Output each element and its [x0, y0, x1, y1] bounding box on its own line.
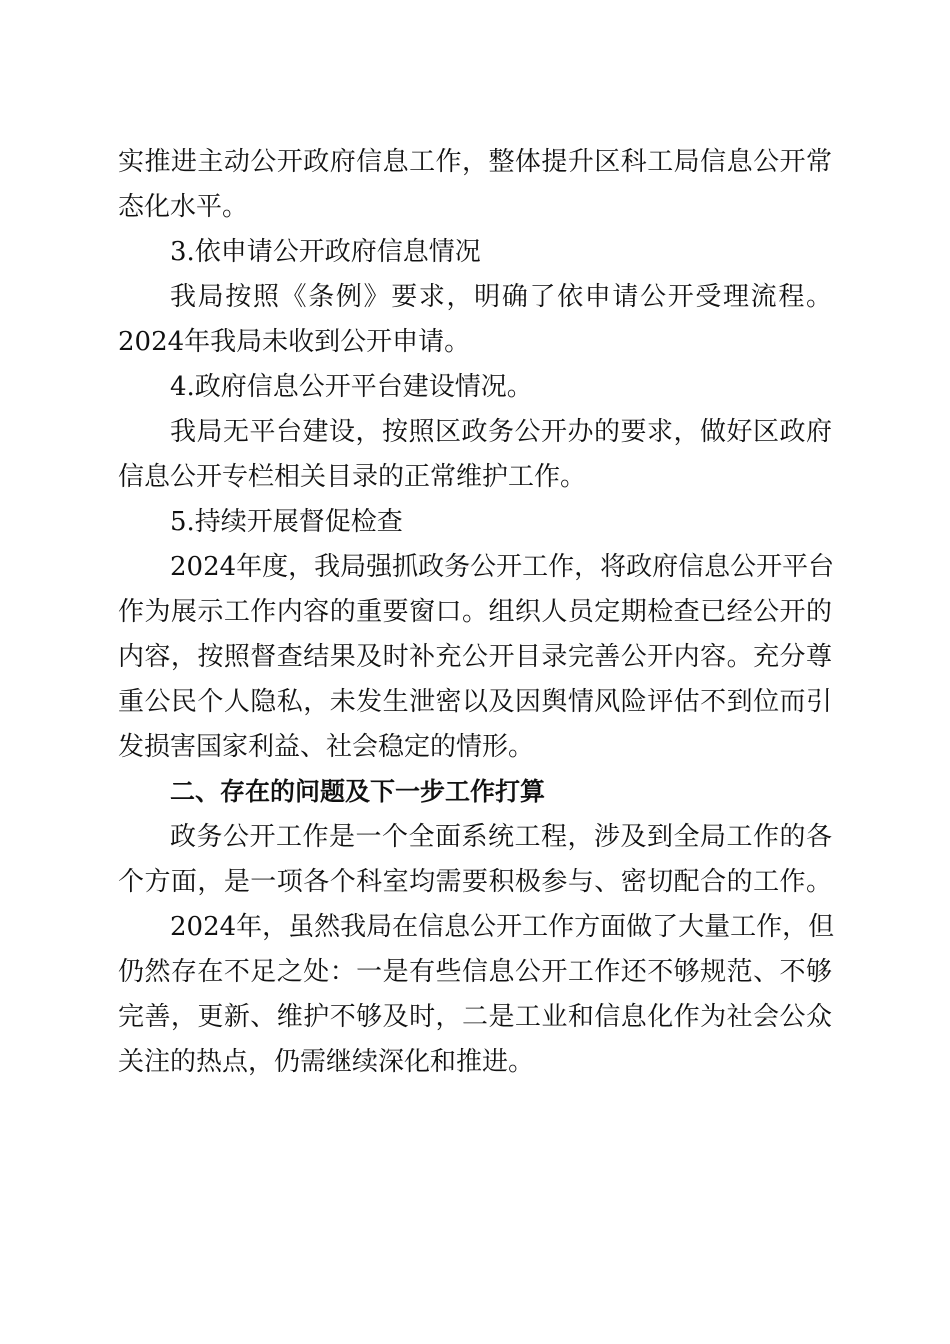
text-line: 态化水平。	[118, 192, 249, 222]
text-line: 重公民个人隐私，未发生泄密以及因舆情风险评估不到位而引	[118, 687, 832, 717]
text-line: 完善，更新、维护不够及时，二是工业和信息化作为社会公众	[118, 1002, 832, 1032]
section-heading: 二、存在的问题及下一步工作打算	[170, 777, 546, 806]
text-line: 信息公开专栏相关目录的正常维护工作。	[118, 462, 587, 492]
text-line: 内容，按照督查结果及时补充公开目录完善公开内容。充分尊	[118, 642, 832, 672]
section-subheading: 4.政府信息公开平台建设情况。	[170, 372, 533, 402]
text-line: 2024年我局未收到公开申请。	[118, 327, 471, 357]
text-line: 关注的热点，仍需继续深化和推进。	[118, 1047, 535, 1077]
text-line: 仍然存在不足之处：一是有些信息公开工作还不够规范、不够	[118, 957, 832, 987]
text-line: 我局按照《条例》要求，明确了依申请公开受理流程。	[170, 282, 832, 312]
text-line: 政务公开工作是一个全面系统工程，涉及到全局工作的各	[170, 822, 832, 852]
section-subheading: 3.依申请公开政府信息情况	[170, 237, 481, 267]
text-line: 2024年，虽然我局在信息公开工作方面做了大量工作，但	[170, 912, 835, 942]
text-line: 个方面，是一项各个科室均需要积极参与、密切配合的工作。	[118, 867, 832, 897]
text-line: 我局无平台建设，按照区政务公开办的要求，做好区政府	[170, 417, 832, 447]
text-line: 发损害国家利益、社会稳定的情形。	[118, 732, 535, 762]
text-line: 实推进主动公开政府信息工作，整体提升区科工局信息公开常	[118, 147, 832, 177]
text-line: 作为展示工作内容的重要窗口。组织人员定期检查已经公开的	[118, 597, 832, 627]
text-line: 2024年度，我局强抓政务公开工作，将政府信息公开平台	[170, 552, 835, 582]
section-subheading: 5.持续开展督促检查	[170, 507, 403, 537]
